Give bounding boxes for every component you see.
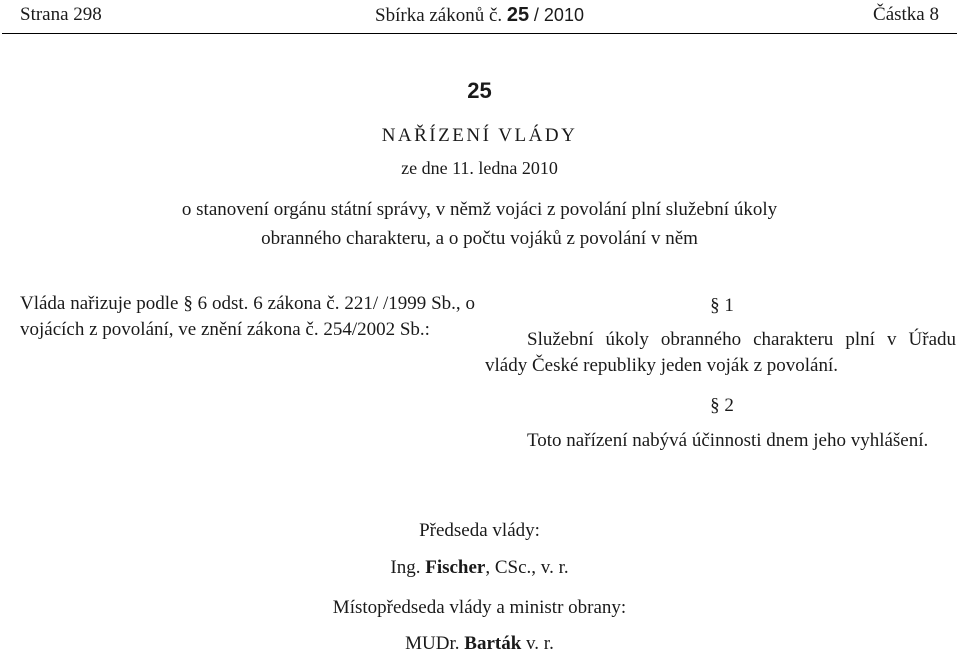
subject-line-2: obranného charakteru, a o počtu vojáků z povolání v něm: [261, 228, 698, 249]
signature-2-name: [0, 633, 959, 655]
section-2-text: Toto nařízení nabývá účinnosti dnem jeho vyhlášení.: [527, 430, 929, 451]
signature-1-title: Ing.: [390, 557, 421, 578]
page-number: Strana 298: [20, 4, 102, 25]
subject-line-1: o stanovení orgánu státní správy, v němž vojáci z povolání plní služební úkoly: [181, 199, 778, 220]
signature-2-role: Místopředseda vlády a ministr obrany:: [332, 597, 627, 618]
section-2-mark: § 2: [710, 395, 734, 416]
signature-1-surname: Fischer: [425, 557, 486, 578]
collection-number: 25: [506, 4, 530, 26]
section-1-mark: § 1: [710, 295, 734, 316]
document-number: 25: [467, 78, 492, 103]
signature-2-suffix: v. r.: [521, 633, 554, 654]
section-1-text: Služební úkoly obranného charakteru plní v Úřadu vlády České republiky jeden voják z povolání.: [485, 329, 956, 376]
header-divider: [2, 33, 957, 34]
document-date: ze dne 11. ledna 2010: [401, 158, 558, 178]
preamble: Vláda nařizuje podle § 6 odst. 6 zákona č. 221/ /1999 Sb., o vojácích z povolání, ve znění zákona č. 254/2002 Sb.:: [20, 293, 475, 340]
signature-1-role: Předseda vlády:: [419, 520, 540, 541]
signature-1-name: [0, 557, 959, 579]
document-subject: [0, 195, 959, 253]
document-type: NAŘÍZENÍ VLÁDY: [381, 125, 578, 146]
signature-2-surname: Barták: [464, 633, 522, 654]
signature-1-suffix: , CSc., v. r.: [485, 557, 569, 578]
page-header: [0, 0, 959, 33]
part-number: Částka 8: [873, 4, 939, 25]
collection-reference: [0, 4, 959, 27]
collection-prefix: Sbírka zákonů č.: [375, 5, 503, 26]
collection-year: / 2010: [533, 5, 584, 25]
signature-2-title: MUDr.: [405, 633, 460, 654]
